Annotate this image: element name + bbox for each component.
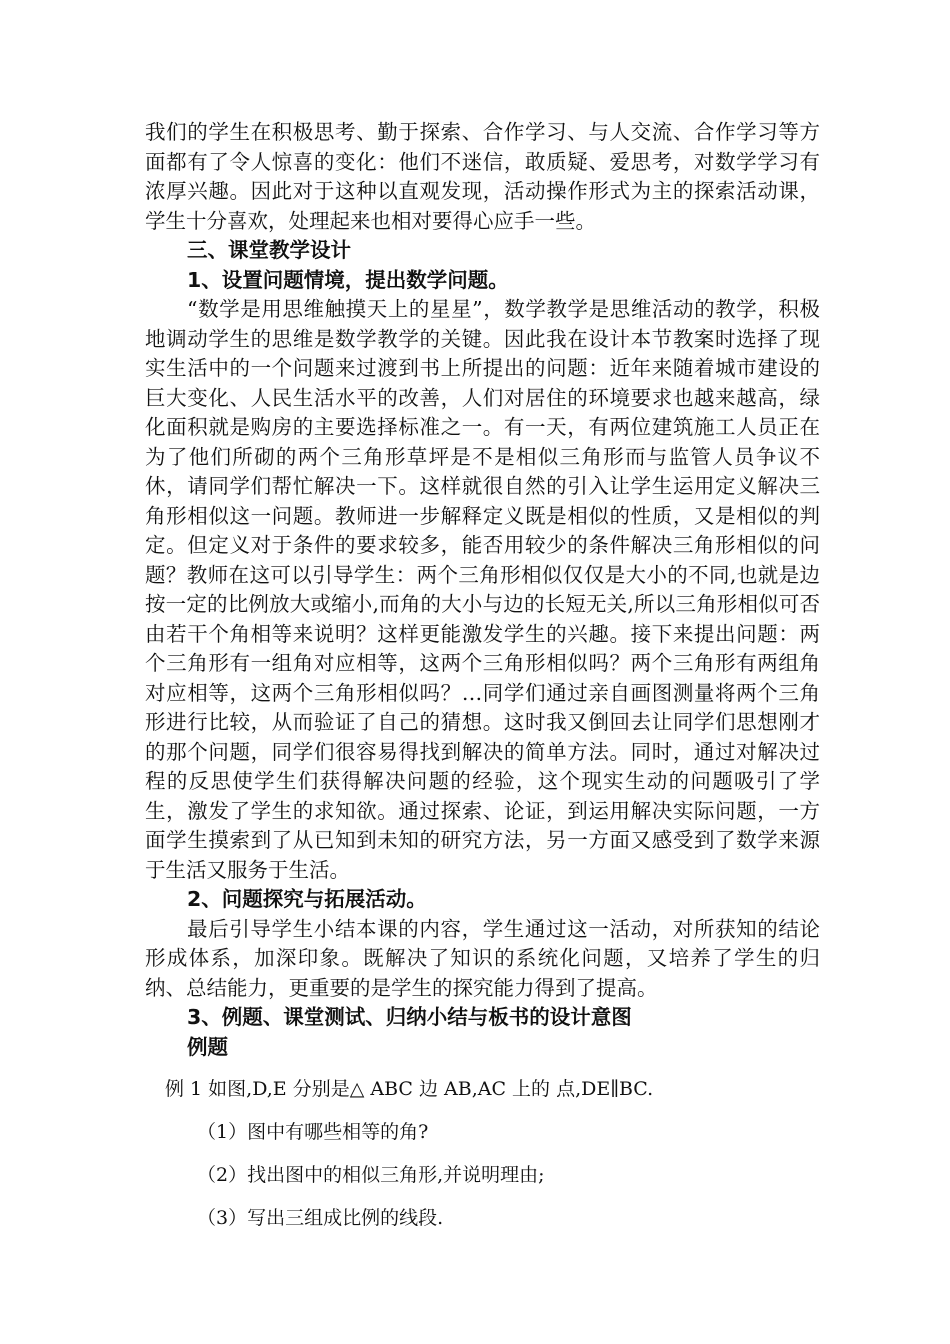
- subheading-example: 例题: [187, 1034, 228, 1059]
- example-question-1: （1）图中有哪些相等的角?: [197, 1121, 429, 1143]
- subheading-problem-situation: 1、设置问题情境，提出数学问题。: [187, 267, 509, 292]
- paragraph-intro: 我们的学生在积极思考、勤于探索、合作学习、与人交流、合作学习等方面都有了令人惊喜的变化：他们不迷信，敢质疑、爱思考，对数学学习有浓厚兴趣。因此对于这种以直观发现，活动操作形式为主的探索活动课，学生十分喜欢，处理起来也相对要得心应手一些。: [145, 120, 820, 233]
- section-heading-classroom-design: 三、课堂教学设计: [187, 238, 351, 262]
- example-block: [145, 1076, 820, 1231]
- paragraph-problem-situation: “数学是用思维触摸天上的星星”，数学教学是思维活动的教学，积极地调动学生的思维是数学教学的关键。因此我在设计本节教案时选择了现实生活中的一个问题来过渡到书上所提出的问题：近年来随着城市建设的巨大变化、人民生活水平的改善，人们对居住的环境要求也越来越高，绿化面积就是购房的主要选择标准之一。有一天，有两位建筑施工人员正在为了他们所砌的两个三角形草坪是不是相似三角形而与监管人员争议不休，请同学们帮忙解决一下。这样就很自然的引入让学生运用定义解决三角形相似这一问题。教师进一步解释定义既是相似的性质，又是相似的判定。但定义对于条件的要求较多，能否用较少的条件解决三角形相似的问题？教师在这可以引导学生：两个三角形相似仅仅是大小的不同,也就是边按一定的比例放大或缩小,而角的大小与边的长短无关,所以三角形相似可否由若干个角相等来说明？这样更能激发学生的兴趣。接下来提出问题：两个三角形有一组角对应相等，这两个三角形相似吗？两个三角形有两组角对应相等，这两个三角形相似吗？…同学们通过亲自画图测量将两个三角形进行比较，从而验证了自己的猜想。这时我又倒回去让同学们思想刚才的那个问题，同学们很容易得找到解决的简单方法。同时，通过对解决过程的反思使学生们获得解决问题的经验，这个现实生动的问题吸引了学生，激发了学生的求知欲。通过探索、论证，到运用解决实际问题，一方面学生摸索到了从已知到未知的研究方法，另一方面又感受到了数学来源于生活又服务于生活。: [145, 297, 820, 882]
- document-page: [145, 118, 820, 1248]
- subheading-exploration: 2、问题探究与拓展活动。: [187, 887, 427, 911]
- example-question-3: （3）写出三组成比例的线段.: [197, 1207, 444, 1229]
- subheading-design-intent: 3、例题、课堂测试、归纳小结与板书的设计意图: [187, 1005, 632, 1029]
- example-question-2: （2）找出图中的相似三角形,并说明理由;: [197, 1164, 545, 1186]
- paragraph-exploration: 最后引导学生小结本课的内容，学生通过这一活动，对所获知的结论形成体系，加深印象。既解决了知识的系统化问题，又培养了学生的归纳、总结能力，更重要的是学生的探究能力得到了提高。: [145, 916, 820, 1000]
- example-intro: 例 1 如图,D,E 分别是△ ABC 边 AB,AC 上的 点,DE∥BC.: [165, 1078, 654, 1100]
